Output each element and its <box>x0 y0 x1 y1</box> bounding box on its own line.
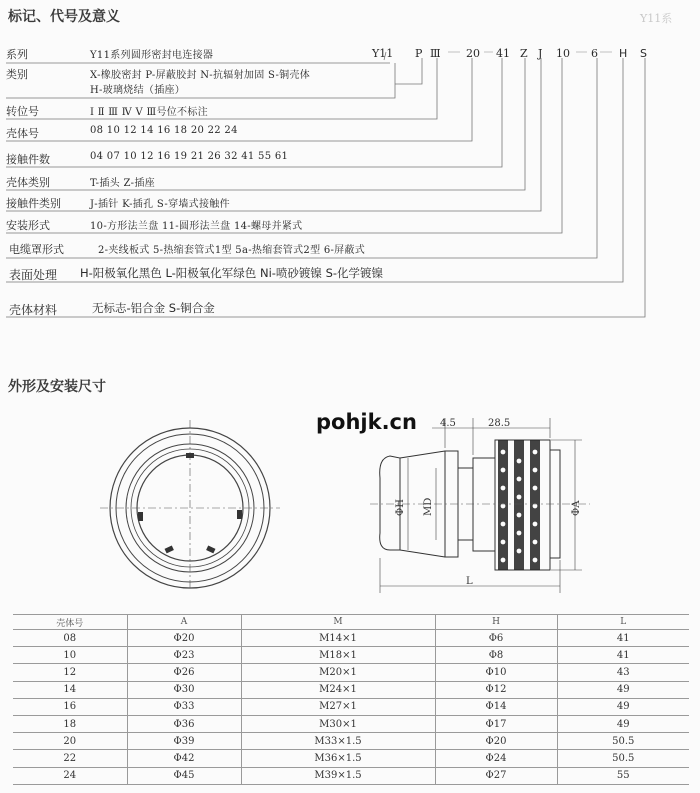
table-cell-h: Φ27 <box>435 767 557 784</box>
table-cell-shell-size: 24 <box>13 767 127 784</box>
table-cell-h: Φ20 <box>435 733 557 750</box>
row-label-shell-size: 壳体号 <box>6 127 39 140</box>
table-cell-m: M18×1 <box>241 647 435 664</box>
table-cell-a: Φ45 <box>127 767 241 784</box>
table-cell-h: Φ17 <box>435 715 557 732</box>
dim-label-4-5: 4.5 <box>440 418 456 429</box>
column-header-m: M <box>241 615 435 630</box>
table-cell-a: Φ36 <box>127 715 241 732</box>
row-label-contact-type: 接触件类别 <box>6 197 61 210</box>
table-cell-shell-size: 10 <box>13 647 127 664</box>
row-value-surface: H-阳极氧化黑色 L-阳极氧化军绿色 Ni-喷砂镀镍 S-化学镀镍 <box>80 266 384 280</box>
row-value-contact-count: 04 07 10 12 16 19 21 26 32 41 55 61 <box>90 151 289 162</box>
table-cell-h: Φ24 <box>435 750 557 767</box>
code-part-mounting: 10 <box>556 47 570 60</box>
table-row <box>13 664 689 681</box>
row-value-category: X-橡胶密封 P-屏蔽胶封 N-抗辐射加固 S-铜壳体 <box>90 70 311 81</box>
table-cell-m: M14×1 <box>241 630 435 647</box>
table-cell-m: M30×1 <box>241 715 435 732</box>
row-value-mounting: 10-方形法兰盘 11-圆形法兰盘 14-螺母并紧式 <box>90 221 303 232</box>
table-row <box>13 647 689 664</box>
table-row <box>13 750 689 767</box>
code-part-surface: H <box>619 47 628 60</box>
table-cell-a: Φ26 <box>127 664 241 681</box>
column-header-shell-size: 壳体号 <box>13 615 127 630</box>
code-part-contact-type: J <box>538 47 543 60</box>
table-cell-l: 43 <box>557 664 689 681</box>
row-label-surface: 表面处理 <box>9 268 58 282</box>
table-cell-l: 49 <box>557 698 689 715</box>
table-row <box>13 698 689 715</box>
table-cell-a: Φ42 <box>127 750 241 767</box>
table-cell-a: Φ30 <box>127 681 241 698</box>
dim-label-md: MD <box>423 497 434 516</box>
dimension-table <box>13 614 689 785</box>
table-cell-shell-size: 14 <box>13 681 127 698</box>
table-cell-m: M39×1.5 <box>241 767 435 784</box>
table-cell-shell-size: 08 <box>13 630 127 647</box>
table-cell-h: Φ10 <box>435 664 557 681</box>
table-cell-h: Φ8 <box>435 647 557 664</box>
code-part-material: S <box>640 47 647 60</box>
table-cell-shell-size: 12 <box>13 664 127 681</box>
row-label-shell-type: 壳体类别 <box>6 176 50 189</box>
table-cell-m: M24×1 <box>241 681 435 698</box>
table-cell-m: M20×1 <box>241 664 435 681</box>
code-part-series: Y11 <box>372 47 394 60</box>
table-row <box>13 715 689 732</box>
column-header-a: A <box>127 615 241 630</box>
table-cell-shell-size: 16 <box>13 698 127 715</box>
table-cell-shell-size: 18 <box>13 715 127 732</box>
front-view-drawing <box>100 420 280 590</box>
table-row <box>13 630 689 647</box>
row-value-rotation: Ⅰ Ⅱ Ⅲ Ⅳ Ⅴ Ⅲ号位不标注 <box>90 107 208 118</box>
table-cell-l: 49 <box>557 715 689 732</box>
dim-label-phi-h: ΦH <box>395 499 406 516</box>
table-cell-a: Φ23 <box>127 647 241 664</box>
code-part-contact-count: 41 <box>496 47 510 60</box>
row-label-cable-cover: 电缆罩形式 <box>9 243 64 256</box>
row-label-rotation: 转位号 <box>6 105 39 118</box>
table-row <box>13 767 689 784</box>
row-value-contact-type: J-插针 K-插孔 S-穿墙式接触件 <box>90 199 230 210</box>
table-cell-h: Φ14 <box>435 698 557 715</box>
code-part-cable-cover: 6 <box>591 47 598 60</box>
table-cell-a: Φ20 <box>127 630 241 647</box>
row-label-category: 类别 <box>6 68 28 81</box>
table-header-row <box>13 615 689 630</box>
row-label-contact-count: 接触件数 <box>6 153 50 166</box>
column-header-h: H <box>435 615 557 630</box>
row-value-series: Y11系列圆形密封电连接器 <box>90 50 214 61</box>
row-label-mounting: 安装形式 <box>6 219 50 232</box>
dim-label-28-5: 28.5 <box>488 418 511 429</box>
row-value-shell-type: T-插头 Z-插座 <box>90 178 155 189</box>
dim-label-l: L <box>466 576 473 587</box>
dimension-table-body <box>13 615 689 785</box>
watermark-text: Y11系 <box>640 12 673 25</box>
table-cell-h: Φ12 <box>435 681 557 698</box>
code-part-shell-type: Z <box>520 47 528 60</box>
side-view-drawing <box>370 418 600 598</box>
row-value-category-2: H-玻璃烧结（插座） <box>90 85 186 96</box>
table-cell-l: 49 <box>557 681 689 698</box>
section-title-dimensions: 外形及安装尺寸 <box>8 379 106 395</box>
row-label-series: 系列 <box>6 48 28 61</box>
table-row <box>13 681 689 698</box>
marking-leader-lines <box>0 0 700 330</box>
row-label-material: 壳体材料 <box>9 303 58 317</box>
table-cell-h: Φ6 <box>435 630 557 647</box>
table-cell-m: M27×1 <box>241 698 435 715</box>
table-row <box>13 733 689 750</box>
brand-watermark: pohjk.cn <box>316 410 417 434</box>
column-header-l: L <box>557 615 689 630</box>
table-cell-l: 50.5 <box>557 750 689 767</box>
code-part-shell-size: 20 <box>466 47 480 60</box>
table-cell-m: M33×1.5 <box>241 733 435 750</box>
table-cell-shell-size: 22 <box>13 750 127 767</box>
row-value-material: 无标志-铝合金 S-铜合金 <box>92 301 215 315</box>
row-value-shell-size: 08 10 12 14 16 18 20 22 24 <box>90 125 238 136</box>
section-title-marking: 标记、代号及意义 <box>8 9 120 25</box>
table-cell-l: 41 <box>557 647 689 664</box>
table-cell-l: 50.5 <box>557 733 689 750</box>
table-cell-a: Φ39 <box>127 733 241 750</box>
table-cell-l: 41 <box>557 630 689 647</box>
dim-label-phi-a: ΦA <box>571 500 582 516</box>
table-cell-l: 55 <box>557 767 689 784</box>
table-cell-a: Φ33 <box>127 698 241 715</box>
code-part-rotation: Ⅲ <box>430 47 441 60</box>
table-cell-m: M36×1.5 <box>241 750 435 767</box>
code-part-category: P <box>415 47 423 60</box>
table-cell-shell-size: 20 <box>13 733 127 750</box>
row-value-cable-cover: 2-夹线板式 5-热缩套管式1型 5a-热缩套管式2型 6-屏蔽式 <box>98 245 366 256</box>
